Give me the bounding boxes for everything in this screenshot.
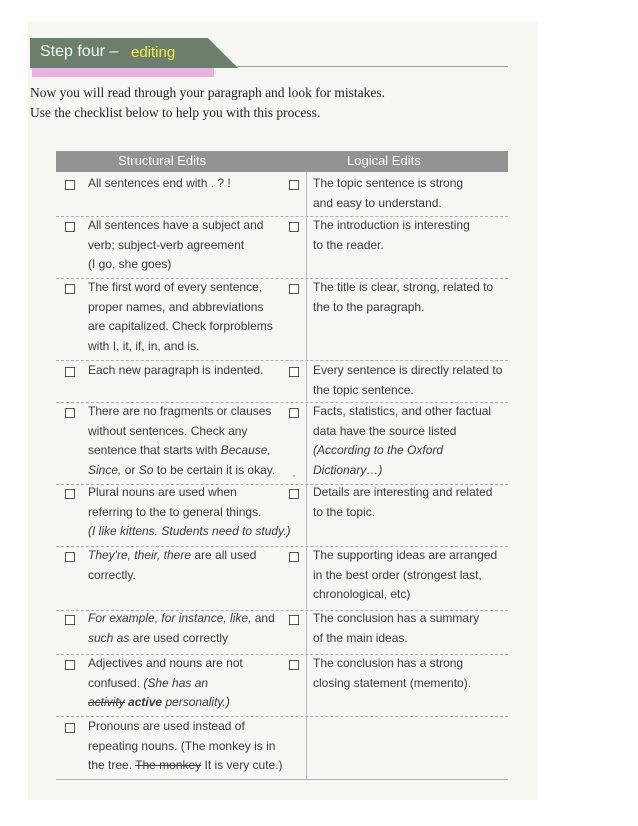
text-segment: The conclusion has a summary	[313, 611, 480, 625]
logical-edit-item	[313, 483, 507, 522]
text-segment: and easy to understand.	[313, 195, 442, 210]
text-segment: repeating nouns. (The monkey is in	[88, 738, 276, 753]
checkbox[interactable]	[65, 660, 75, 670]
intro-line-2: Use the checklist below to help you with this process.	[30, 105, 321, 120]
checkbox[interactable]	[289, 552, 299, 562]
text-line	[88, 255, 302, 275]
text-line	[88, 522, 302, 542]
text-line	[313, 503, 507, 523]
text-segment: The conclusion has a strong	[313, 656, 464, 670]
text-line	[88, 361, 302, 381]
text-segment: (I like kittens. Students need to study.)	[88, 524, 291, 538]
text-segment: Every sentence is directly related to	[313, 363, 503, 377]
text-line	[313, 566, 507, 586]
text-segment: or	[121, 462, 139, 477]
logical-edit-item	[313, 609, 507, 648]
checkbox[interactable]	[289, 284, 299, 294]
structural-edit-item	[88, 278, 302, 356]
highlighter-mark	[32, 68, 214, 77]
text-segment: Details are interesting and related	[313, 485, 493, 499]
logical-edit-item	[313, 174, 507, 213]
table-bottom-rule	[56, 779, 508, 780]
checkbox[interactable]	[289, 222, 299, 232]
text-segment: (According to the Oxford	[313, 443, 444, 457]
text-segment: with	[88, 338, 113, 353]
text-segment: They're, their, there	[88, 548, 192, 562]
text-segment: verb; subject-verb agreement	[88, 237, 245, 252]
text-segment: data have the source listed	[313, 423, 457, 438]
text-line	[313, 654, 507, 674]
text-segment: I,	[112, 338, 120, 353]
text-line	[88, 756, 302, 776]
text-line	[88, 737, 302, 757]
text-line	[313, 298, 507, 318]
text-segment: So	[138, 462, 154, 477]
checkbox[interactable]	[289, 660, 299, 670]
text-line	[88, 174, 302, 194]
text-line	[313, 585, 507, 605]
text-line	[88, 546, 302, 566]
text-line	[88, 654, 302, 674]
checkbox[interactable]	[65, 615, 75, 625]
text-segment: is.	[187, 338, 200, 353]
text-line	[88, 503, 302, 523]
text-segment: (She has an	[143, 675, 209, 690]
text-segment: The first word of every sentence,	[88, 280, 263, 294]
text-line	[313, 381, 507, 401]
structural-edit-item	[88, 654, 302, 713]
structural-edit-item	[88, 174, 302, 194]
structural-edit-item	[88, 483, 302, 542]
text-segment: to be certain it is okay.	[153, 462, 276, 477]
logical-edit-item	[313, 278, 507, 317]
text-line	[313, 629, 507, 649]
text-line	[88, 693, 302, 713]
section-title: Step four –	[40, 43, 119, 60]
text-segment: are all used	[191, 548, 257, 562]
logical-edits-header: Logical Edits	[347, 153, 421, 168]
checkbox[interactable]	[65, 367, 75, 377]
text-segment: the to the paragraph.	[313, 299, 425, 314]
text-segment: It is very cute.)	[201, 758, 283, 772]
text-line	[313, 441, 507, 461]
text-segment: The title is clear, strong, related to	[313, 280, 494, 294]
text-segment: personality.)	[162, 695, 230, 709]
text-segment: Since,	[88, 462, 122, 477]
text-line	[313, 674, 507, 694]
text-segment: The introduction is interesting	[313, 218, 470, 232]
text-line	[313, 194, 507, 214]
checkbox[interactable]	[289, 180, 299, 190]
checkbox[interactable]	[65, 723, 75, 733]
text-line	[313, 278, 507, 298]
text-line	[88, 441, 302, 461]
checkbox[interactable]	[65, 408, 75, 418]
text-line	[313, 174, 507, 194]
logical-edit-item	[313, 216, 507, 255]
text-line	[88, 461, 302, 481]
text-segment: the topic sentence.	[313, 382, 414, 397]
text-segment: to the topic.	[313, 504, 376, 519]
text-line	[88, 337, 302, 357]
text-segment: are used correctly	[129, 630, 229, 645]
text-segment: without sentences. Check any	[88, 423, 248, 438]
text-segment: Dictionary…)	[313, 462, 383, 477]
text-line	[88, 236, 302, 256]
text-line	[313, 546, 507, 566]
text-line	[88, 298, 302, 318]
checkbox[interactable]	[65, 180, 75, 190]
checkbox[interactable]	[289, 615, 299, 625]
structural-edits-header: Structural Edits	[118, 153, 207, 168]
intro-line-1: Now you will read through your paragraph and look for mistakes.	[30, 85, 386, 100]
text-line	[313, 483, 507, 503]
text-segment: it, if, in,	[119, 338, 161, 353]
text-segment: chronological, etc)	[313, 587, 411, 601]
text-line	[88, 566, 302, 586]
text-line	[88, 629, 302, 649]
text-segment: and	[251, 611, 275, 625]
banner-rule	[236, 66, 508, 67]
text-line	[88, 422, 302, 442]
text-line	[88, 483, 302, 503]
text-segment: activity	[88, 695, 125, 709]
text-line	[313, 361, 507, 381]
text-line	[313, 422, 507, 442]
text-line	[88, 278, 302, 298]
text-segment: proper names, and abbreviations	[88, 299, 264, 314]
column-divider	[306, 172, 307, 780]
text-line	[88, 609, 302, 629]
text-line	[313, 402, 507, 422]
text-segment: are capitalized. Check forproblems	[88, 319, 273, 333]
text-segment: Facts, statistics, and other factual	[313, 404, 492, 418]
structural-edit-item	[88, 216, 302, 275]
text-segment: The monkey	[135, 758, 202, 772]
text-segment: Adjectives and nouns are not	[88, 656, 243, 670]
text-segment: Pronouns are used instead of	[88, 719, 245, 733]
text-segment: There are no fragments or clauses	[88, 404, 272, 418]
text-line	[313, 461, 507, 481]
checkbox[interactable]	[289, 489, 299, 499]
text-line	[88, 317, 302, 337]
text-line	[88, 216, 302, 236]
checkbox[interactable]	[65, 284, 75, 294]
text-segment: (I go, she goes)	[88, 257, 172, 271]
checkbox[interactable]	[65, 489, 75, 499]
text-segment: the tree.	[88, 758, 136, 772]
logical-edit-item	[313, 546, 507, 605]
text-segment: confused.	[88, 675, 144, 690]
text-segment: correctly.	[88, 567, 136, 582]
text-line	[313, 236, 507, 256]
logical-edit-item	[313, 402, 507, 480]
checkbox[interactable]	[289, 367, 299, 377]
text-segment: All sentences end with . ? !	[88, 176, 231, 190]
text-segment: The topic sentence is strong	[313, 176, 464, 190]
structural-edit-item	[88, 546, 302, 585]
checkbox[interactable]	[289, 408, 299, 418]
text-segment: and	[160, 338, 188, 353]
text-segment: such as	[88, 630, 130, 645]
margin-dot: ·	[292, 468, 296, 482]
section-subtitle: editing	[131, 44, 176, 61]
text-segment: The supporting ideas are arranged	[313, 548, 498, 562]
structural-edit-item	[88, 402, 302, 480]
text-line	[88, 717, 302, 737]
text-segment: closing statement (memento).	[313, 675, 472, 690]
structural-edit-item	[88, 361, 302, 381]
text-segment: Plural nouns are used when	[88, 485, 237, 499]
text-segment: referring to the to general things.	[88, 504, 262, 519]
text-segment: Each new paragraph is indented.	[88, 363, 264, 377]
text-line	[88, 402, 302, 422]
text-segment: of the main ideas.	[313, 630, 408, 645]
text-segment: sentence that starts with	[88, 443, 221, 457]
logical-edit-item	[313, 654, 507, 693]
text-segment: All sentences have a subject and	[88, 218, 264, 232]
text-line	[313, 216, 507, 236]
text-segment: to the reader.	[313, 237, 384, 252]
logical-edit-item	[313, 361, 507, 400]
text-segment: in the best order (strongest last,	[313, 567, 482, 582]
text-segment: For example, for instance, like,	[88, 611, 252, 625]
text-line	[88, 674, 302, 694]
checkbox[interactable]	[65, 552, 75, 562]
text-segment: active	[124, 695, 163, 709]
structural-edit-item	[88, 717, 302, 776]
text-segment: Because,	[220, 443, 271, 457]
checkbox[interactable]	[65, 222, 75, 232]
structural-edit-item	[88, 609, 302, 648]
text-line	[313, 609, 507, 629]
